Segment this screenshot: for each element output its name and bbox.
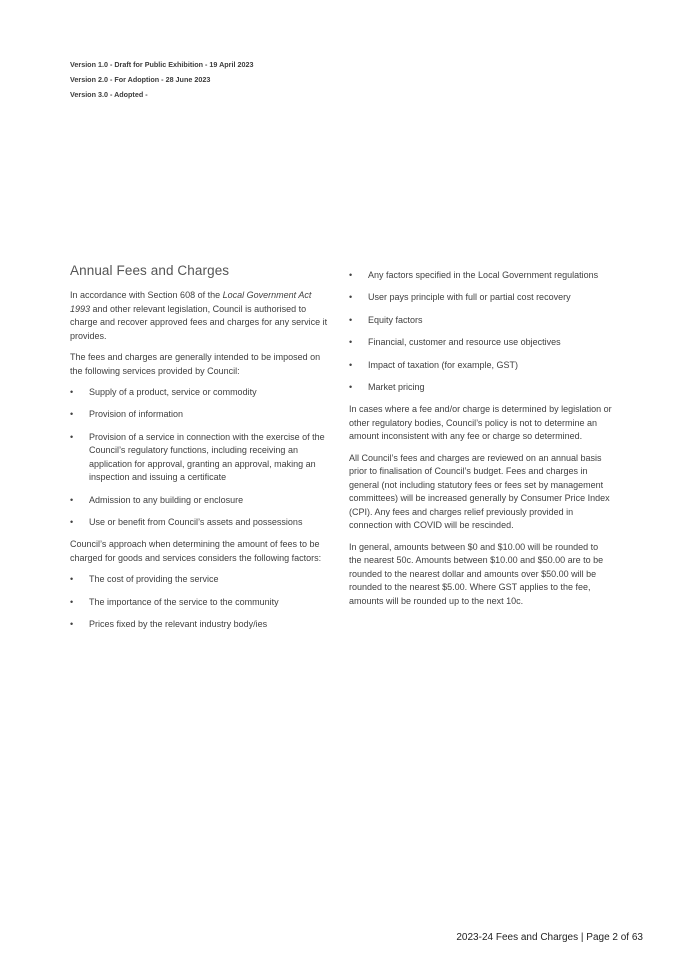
version-history — [70, 57, 253, 102]
list-item — [70, 386, 332, 400]
right-column — [349, 269, 612, 616]
list-item-text: Prices fixed by the relevant industry body/ies — [89, 619, 268, 630]
bullet-icon: • — [349, 270, 353, 280]
list-item — [70, 618, 332, 632]
review-paragraph: All Council’s fees and charges are reviewed on an annual basis prior to finalisation of Council’s budget. Fees and charges in general (not including statutory fees or fees set by management committees) will be increased generally by Consumer Price Index (CPI). Any fees and charges relief previously provided in connection with COVID will be rescinded. — [349, 452, 610, 531]
bullet-icon: • — [70, 431, 74, 442]
list-item-text: Equity factors — [368, 314, 423, 325]
approach-paragraph: Council’s approach when determining the amount of fees to be charged for goods and services considers the following factors: — [70, 539, 322, 563]
left-column — [70, 262, 332, 641]
act-title: Local Government Act 1993 — [70, 290, 312, 314]
bullet-icon: • — [70, 494, 74, 505]
list-item-text: Admission to any building or enclosure — [89, 494, 244, 505]
list-item-text: The cost of providing the service — [89, 574, 219, 585]
list-item — [70, 431, 332, 485]
list-item-text: The importance of the service to the community — [89, 596, 279, 607]
policy-paragraph: In cases where a fee and/or charge is determined by legislation or other regulatory bodies, Council’s policy is not to determine an amount inconsistent with any fee or charge so determined. — [349, 404, 612, 442]
list-item-text: Provision of a service in connection with the exercise of the Council’s regulatory functions, including receiving an application for approval, granting an approval, making an inspection and issuing a certificate — [89, 431, 325, 483]
list-item-text: Financial, customer and resource use objectives — [368, 337, 561, 348]
version-line: Version 3.0 - Adopted - — [70, 90, 148, 99]
list-item-text: Provision of information — [89, 409, 184, 420]
page-footer: 2023-24 Fees and Charges | Page 2 of 63 — [456, 932, 643, 943]
bullet-icon: • — [349, 381, 353, 392]
bullet-icon: • — [349, 337, 353, 348]
bullet-icon: • — [349, 359, 353, 370]
list-item — [349, 291, 612, 305]
list-item-text: Market pricing — [368, 381, 425, 392]
list-item — [70, 408, 332, 422]
list-item — [349, 269, 612, 283]
intro-text-after: and other relevant legislation, Council is authorised to charge and recover approved fees and charges for any service it provides. — [70, 303, 328, 341]
list-item — [349, 336, 612, 350]
page-title: Annual Fees and Charges — [70, 263, 230, 278]
bullet-icon: • — [349, 292, 353, 303]
intro-text-before: In accordance with Section 608 of the — [70, 290, 223, 300]
bullet-icon: • — [70, 409, 74, 420]
bullet-icon: • — [70, 619, 74, 630]
list-item-text: Any factors specified in the Local Government regulations — [368, 270, 599, 280]
bullet-icon: • — [70, 517, 74, 528]
services-intro-paragraph: The fees and charges are generally intended to be imposed on the following services provided by Council: — [70, 352, 321, 376]
version-line: Version 1.0 - Draft for Public Exhibition - 19 April 2023 — [70, 60, 254, 69]
list-item-text: Use or benefit from Council’s assets and possessions — [89, 517, 303, 528]
list-item — [349, 381, 612, 395]
bullet-icon: • — [70, 574, 74, 585]
list-item — [70, 516, 332, 530]
list-item — [70, 494, 332, 508]
version-line: Version 2.0 - For Adoption - 28 June 2023 — [70, 75, 211, 84]
rounding-paragraph: In general, amounts between $0 and $10.00 will be rounded to the nearest 50c. Amounts between $10.00 and $50.00 are to be rounded to the nearest dollar and amounts over $50.00 will be rounded to the nearest $5.00. Where GST applies to the fee, amounts will be rounded up to the next 10c. — [349, 541, 604, 606]
list-item-text: User pays principle with full or partial cost recovery — [368, 292, 571, 303]
intro-paragraph — [70, 289, 332, 343]
bullet-icon: • — [70, 596, 74, 607]
list-item-text: Impact of taxation (for example, GST) — [368, 359, 519, 370]
list-item — [349, 314, 612, 328]
factors-list-right — [349, 269, 612, 394]
bullet-icon: • — [70, 387, 74, 397]
list-item — [349, 359, 612, 373]
list-item — [70, 573, 332, 587]
services-list — [70, 386, 332, 530]
factors-list-left — [70, 573, 332, 631]
list-item — [70, 596, 332, 610]
list-item-text: Supply of a product, service or commodity — [89, 387, 257, 397]
bullet-icon: • — [349, 314, 353, 325]
